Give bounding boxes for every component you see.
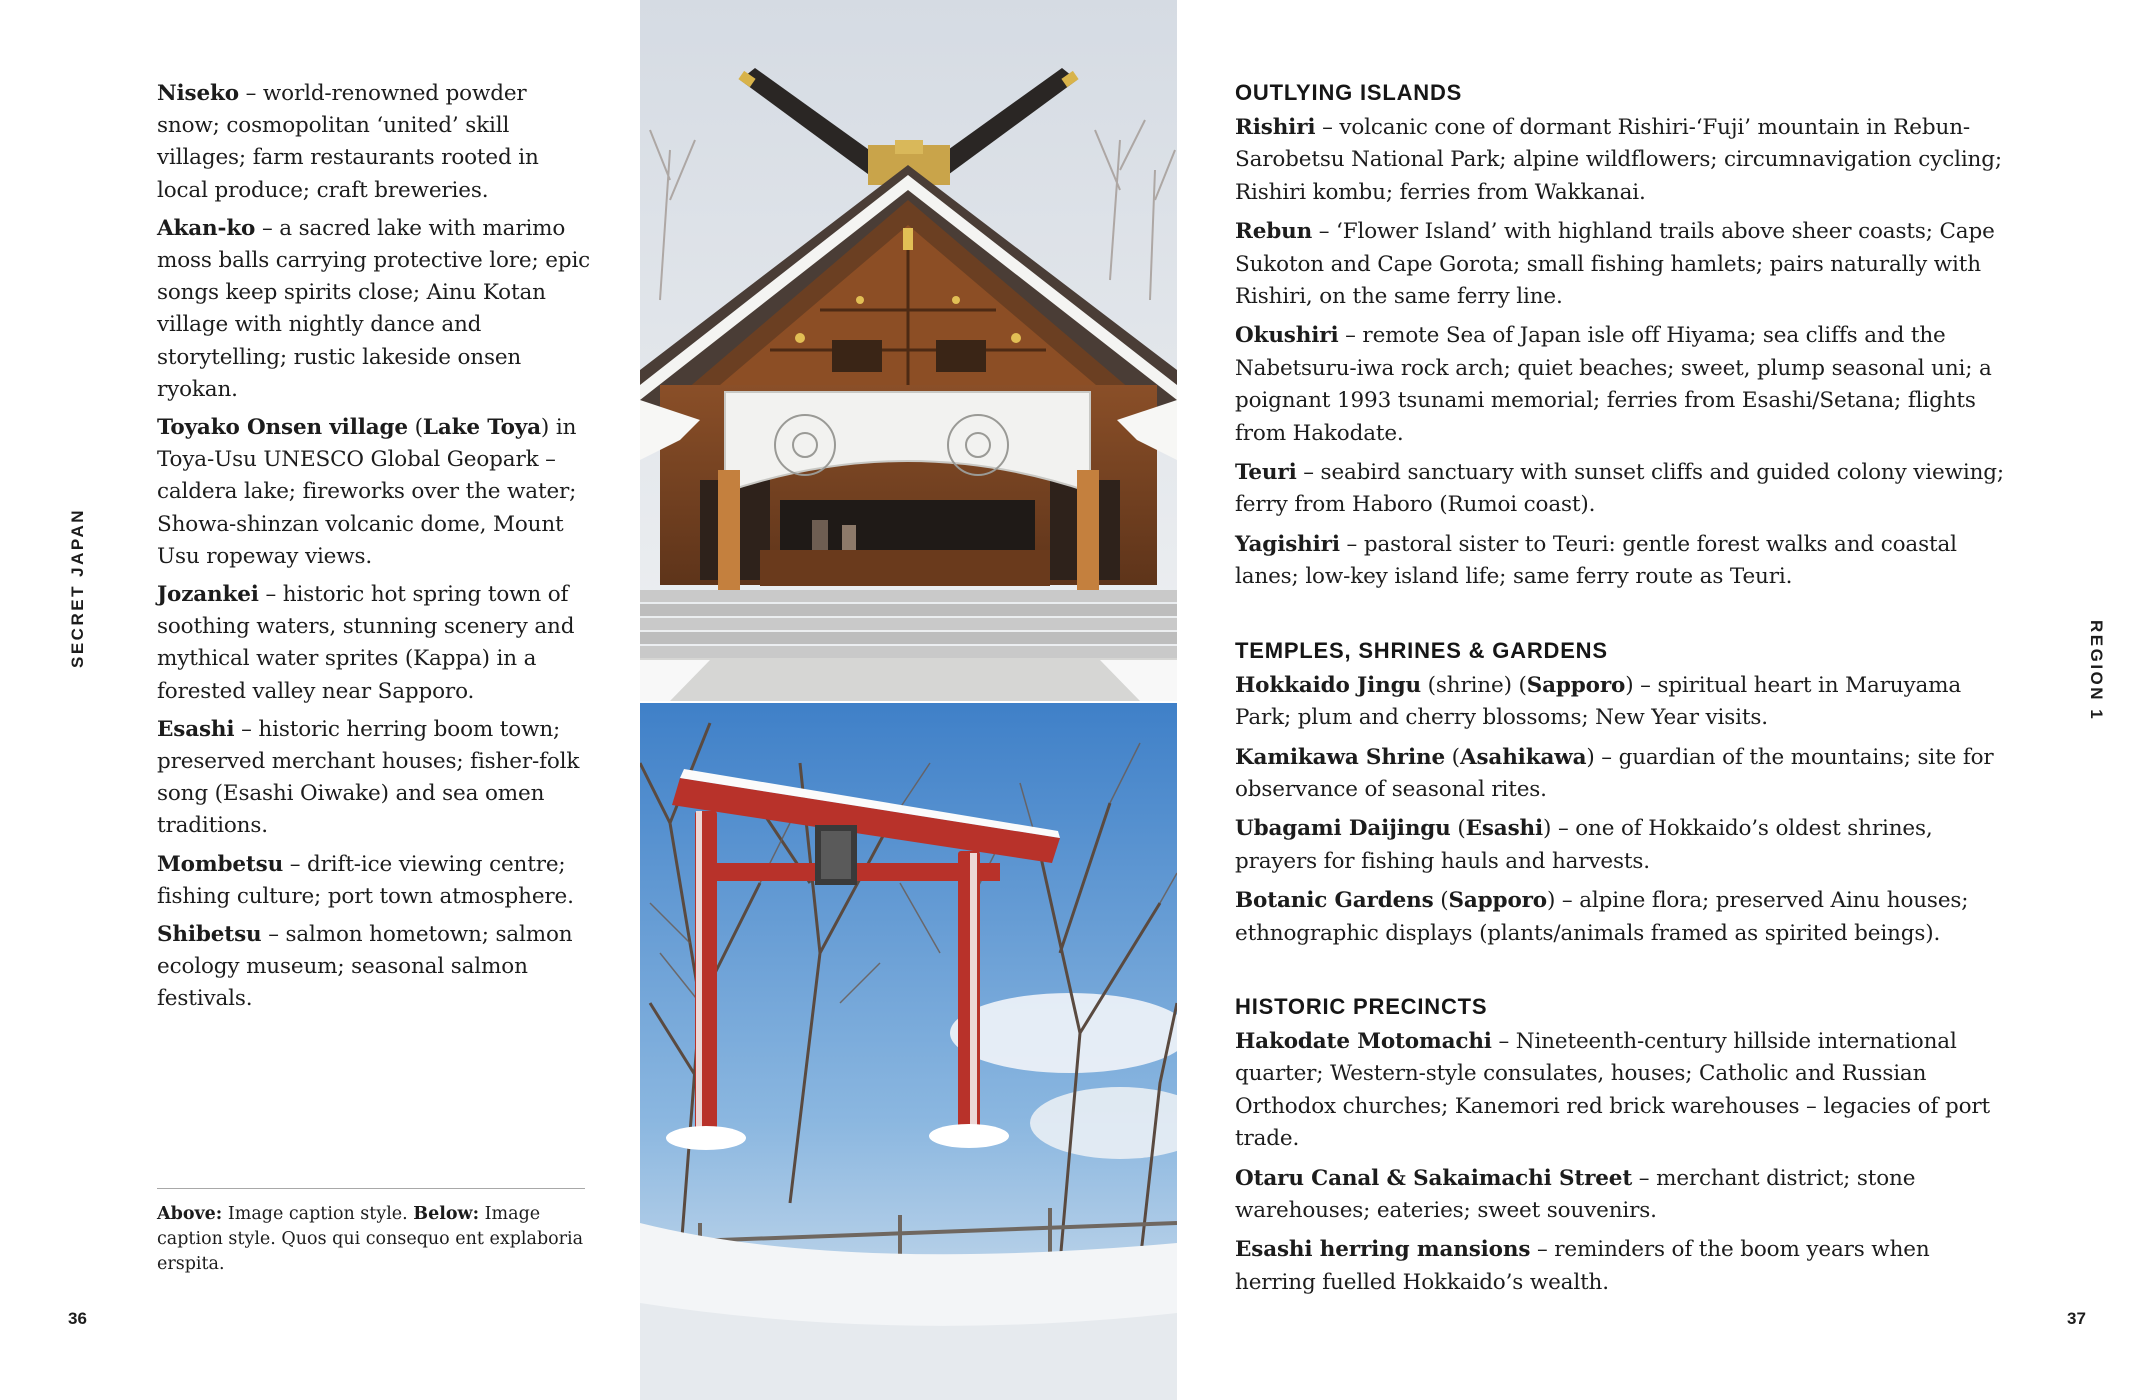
entry-text: – a sacred lake with marimo moss balls carrying protective lore; epic songs keep spirits close; Ainu Kotan village with nightly dance and storytelling; rustic lakeside onsen ryokan. [157,215,591,402]
entry-otaru-canal [1235,1163,2010,1228]
entry-term: Niseko [157,81,239,106]
entry-term-secondary: Lake Toya [422,415,541,441]
entry-text: ) – one of Hokkaido’s oldest shrines, prayers for fishing hauls and harvests. [1235,816,1933,874]
entry-term: Okushiri [1235,323,1339,349]
entry-botanic-gardens [1235,885,2010,950]
entry-text: – merchant district; stone warehouses; eateries; sweet souvenirs. [1235,1165,1916,1223]
page-number-right: 37 [2067,1309,2086,1328]
entry-term: Otaru Canal & Sakaimachi Street [1235,1165,1633,1191]
section-title: TEMPLES, SHRINES & GARDENS [1235,637,1608,663]
entry-term-secondary: Sapporo [1526,672,1626,698]
entry-text: ( [1450,816,1466,842]
entry-okushiri [1235,320,2010,450]
entry-text: ( [407,415,423,441]
entry-ubagami-daijingu [1235,813,2010,878]
section-title: HISTORIC PRECINCTS [1235,993,1488,1019]
entry-term: Ubagami Daijingu [1235,816,1451,842]
entry-text: ( [1433,888,1449,914]
entry-term: Esashi herring mansions [1235,1237,1531,1263]
entry-text: – reminders of the boom years when herring fuelled Hokkaido’s wealth. [1235,1237,1930,1295]
entry-text: ( [1445,744,1460,770]
entry-yagishiri [1235,529,2010,594]
entry-term-secondary: Esashi [1465,816,1544,842]
entry-text: ) – guardian of the mountains; site for observance of seasonal rites. [1235,744,1994,802]
section-temples-shrines-gardens [1235,638,2010,950]
entry-term: Mombetsu [157,851,284,877]
entry-term: Esashi [157,716,235,742]
entry-text: ) in Toya-Usu UNESCO Global Geopark – caldera lake; fireworks over the water; Showa-shinzan volcanic dome, Mount Usu ropeway views. [157,415,577,569]
entry-term-secondary: Asahikawa [1459,744,1587,770]
entry-mombetsu [157,849,593,913]
entry-term: Hokkaido Jingu [1235,672,1421,698]
entry-hakodate-motomachi [1235,1026,2010,1156]
entry-akan-ko [157,213,593,406]
entry-text: – Nineteenth-century hillside international quarter; Western-style consulates, houses; Catholic and Russian Orthodox churches; Kanemori red brick warehouses – legacies of port trade. [1235,1028,1990,1152]
entry-term: Teuri [1235,460,1297,486]
entry-term: Jozankei [157,582,259,608]
image-caption [157,1202,597,1277]
entry-rishiri [1235,112,2010,209]
entry-text: – historic herring boom town; preserved merchant houses; fisher-folk song (Esashi Oiwake) and sea omen traditions. [157,716,580,839]
section-historic-precincts [1235,994,2010,1299]
entry-text: – seabird sanctuary with sunset cliffs and guided colony viewing; ferry from Haboro (Rumoi coast). [1235,460,2004,518]
running-head-right: REGION 1 [2087,620,2106,722]
entry-rebun [1235,216,2010,313]
entry-text: ) – alpine flora; preserved Ainu houses; ethnographic displays (plants/animals framed as spirited beings). [1235,888,1969,946]
entry-term: Shibetsu [157,922,262,948]
entry-term: Toyako Onsen village [157,415,408,441]
entry-text: – pastoral sister to Teuri: gentle forest walks and coastal lanes; low-key island life; same ferry route as Teuri. [1235,531,1957,590]
entry-text: ) – spiritual heart in Maruyama Park; plum and cherry blossoms; New Year visits. [1235,672,1962,731]
entry-jozankei [157,579,593,708]
caption-above-label: Above: [157,1204,223,1224]
entry-niseko [157,78,593,207]
entry-term: Botanic Gardens [1235,888,1434,914]
caption-divider [157,1188,585,1189]
entry-shibetsu [157,919,593,1016]
photo-torii-gate [640,703,1177,1400]
left-text-column [157,78,593,1022]
running-head-left: SECRET JAPAN [68,507,87,668]
entry-text: – historic hot spring town of soothing waters, stunning scenery and mythical water sprites (Kappa) in a forested valley near Sapporo. [157,582,575,704]
section-outlying-islands [1235,80,2010,594]
entry-toyako-onsen [157,412,593,573]
entry-kamikawa-shrine [1235,742,2010,807]
photo-shrine-hall [640,0,1177,701]
caption-below-text: Image caption style. Quos qui consequo ent explaboria erspita. [157,1204,584,1274]
entry-text: – remote Sea of Japan isle off Hiyama; sea cliffs and the Nabetsuru-iwa rock arch; quiet beaches; sweet, plump seasonal uni; a poignant 1993 tsunami memorial; ferries from Esashi/Setana; flights from Hakodate. [1235,323,1992,446]
entry-term-secondary: Sapporo [1448,888,1547,914]
entry-esashi [157,714,593,843]
entry-text: (shrine) ( [1420,672,1527,698]
entry-text: – drift-ice viewing centre; fishing culture; port town atmosphere. [157,851,574,909]
entry-term: Rebun [1235,219,1313,245]
section-title: OUTLYING ISLANDS [1235,80,1463,105]
entry-text: – ‘Flower Island’ with highland trails above sheer coasts; Cape Sukoton and Cape Gorota; small fishing hamlets; pairs naturally with Rishiri, on the same ferry line. [1235,219,1995,310]
entry-term: Rishiri [1235,115,1316,140]
entry-text: – world-renowned powder snow; cosmopolitan ‘united’ skill villages; farm restaurants rooted in local produce; craft breweries. [157,81,539,203]
entry-text: – salmon hometown; salmon ecology museum; seasonal salmon festivals. [157,922,573,1012]
caption-below-label: Below: [413,1204,480,1224]
entry-term: Hakodate Motomachi [1235,1028,1492,1054]
entry-term: Kamikawa Shrine [1235,744,1445,770]
entry-teuri [1235,457,2010,522]
entry-term: Akan-ko [157,215,256,241]
right-text-column [1235,80,2010,1343]
entry-term: Yagishiri [1235,531,1340,557]
page-number-left: 36 [68,1309,87,1328]
entry-hokkaido-jingu [1235,670,2010,735]
caption-above-text: Image caption style. [222,1204,414,1224]
entry-esashi-herring-mansions [1235,1234,2010,1299]
entry-text: – volcanic cone of dormant Rishiri-‘Fuji’ mountain in Rebun-Sarobetsu National Park; alpine wildflowers; circumnavigation cycling; Rishiri kombu; ferries from Wakkanai. [1235,115,2002,205]
